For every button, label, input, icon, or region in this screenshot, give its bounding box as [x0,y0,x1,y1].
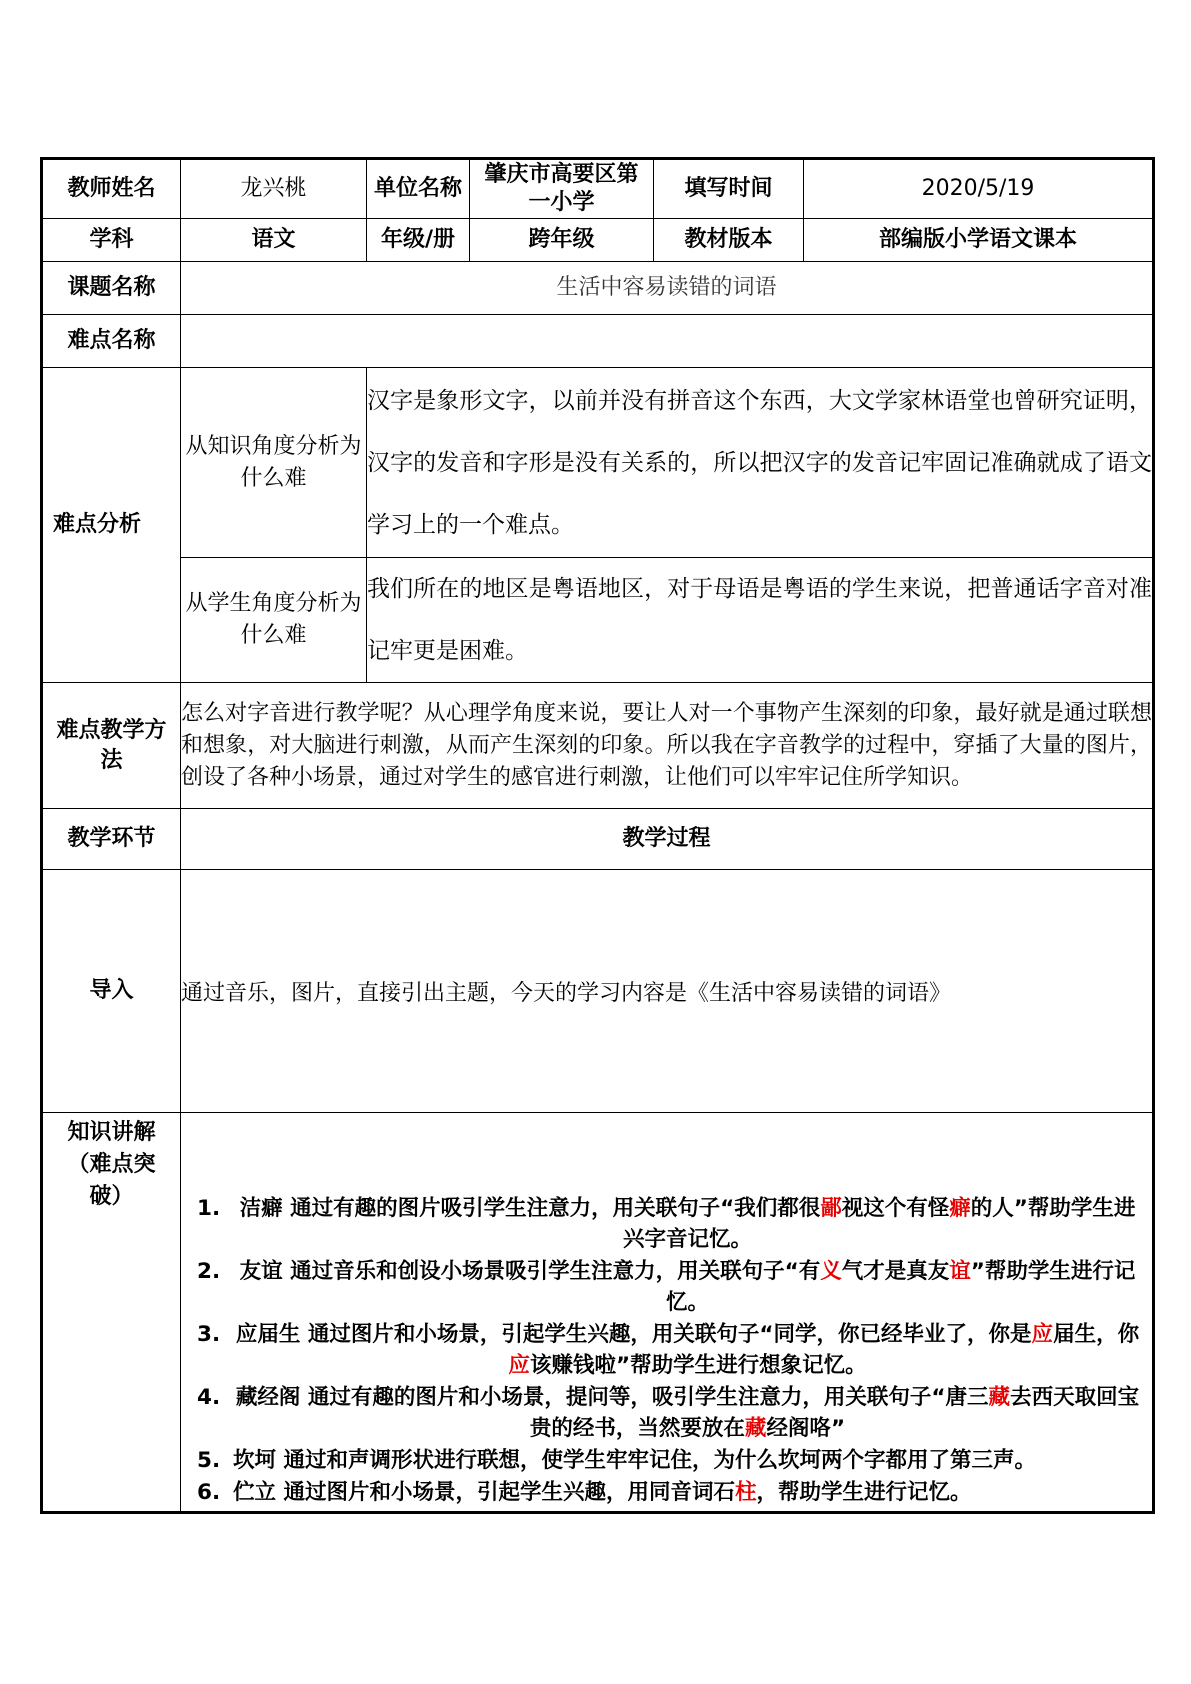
edition-value: 部编版小学语文课本 [804,219,1154,262]
item-text: 应届生 通过图片和小场景，引起学生兴趣，用关联句子“同学，你已经毕业了，你是应届生，你应该赚钱啦”帮助学生进行想象记忆。 [235,1322,1140,1378]
knowledge-angle-label: 从知识角度分析为什么难 [181,368,367,558]
item-number: 1. [197,1196,221,1221]
item-number: 2. [197,1259,221,1284]
row-process-header [42,809,1154,870]
subject-label: 学科 [42,219,181,262]
edition-label: 教材版本 [654,219,804,262]
list-item [191,1477,1142,1508]
highlight-char: 鄙 [820,1196,842,1221]
highlight-char: 柱 [735,1480,757,1505]
intro-label: 导入 [42,870,181,1113]
item-number: 6. [197,1480,221,1505]
method-label: 难点教学方法 [42,683,181,809]
list-item [191,1445,1142,1476]
highlight-char: 应 [1031,1322,1054,1347]
knowledge-content [181,1113,1154,1513]
highlight-char: 癖 [949,1196,971,1221]
row-subject [42,219,1154,262]
knowledge-angle-text: 汉字是象形文字，以前并没有拼音这个东西，大文学家林语堂也曾研究证明，汉字的发音和字形是没有关系的，所以把汉字的发音记牢固记准确就成了语文学习上的一个难点。 [367,368,1154,558]
teacher-label: 教师姓名 [42,159,181,219]
process-stage-label: 教学环节 [42,809,181,870]
unit-value: 肇庆市高要区第一小学 [470,159,654,219]
subject-value: 语文 [181,219,367,262]
item-text: 洁癖 通过有趣的图片吸引学生注意力，用关联句子“我们都很鄙视这个有怪癖的人”帮助学生进兴字音记忆。 [239,1196,1136,1252]
row-intro [42,870,1154,1113]
grade-value: 跨年级 [470,219,654,262]
list-item [191,1256,1142,1318]
item-text: 坎坷 通过和声调形状进行联想，使学生牢牢记住，为什么坎坷两个字都用了第三声。 [233,1448,1036,1473]
row-teacher [42,159,1154,219]
item-text: 藏经阁 通过有趣的图片和小场景，提问等，吸引学生注意力，用关联句子“唐三藏去西天取回宝贵的经书，当然要放在藏经阁咯” [235,1385,1140,1441]
topic-value: 生活中容易读错的词语 [181,262,1154,315]
row-topic [42,262,1154,315]
list-item [191,1193,1142,1255]
method-text: 怎么对字音进行教学呢？从心理学角度来说，要让人对一个事物产生深刻的印象，最好就是通过联想和想象，对大脑进行刺激，从而产生深刻的印象。所以我在字音教学的过程中，穿插了大量的图片，创设了各种小场景，通过对学生的感官进行刺激，让他们可以牢牢记住所学知识。 [181,683,1154,809]
item-text: 友谊 通过音乐和创设小场景吸引学生注意力，用关联句子“有义气才是真友谊”帮助学生进行记忆。 [239,1259,1136,1315]
row-knowledge [42,1113,1154,1513]
analysis-label: 难点分析 [42,368,181,683]
row-analysis-student [42,558,1154,683]
lesson-plan-table [40,157,1155,1514]
knowledge-list [181,1193,1152,1511]
knowledge-label: 知识讲解（难点突破） [42,1113,181,1513]
list-item [191,1319,1142,1381]
intro-text: 通过音乐，图片，直接引出主题，今天的学习内容是《生活中容易读错的词语》 [181,870,1154,1113]
row-difficulty-name [42,315,1154,368]
difficulty-name-label: 难点名称 [42,315,181,368]
item-number: 3. [197,1322,221,1347]
highlight-char: 应 [508,1353,530,1378]
topic-label: 课题名称 [42,262,181,315]
date-label: 填写时间 [654,159,804,219]
grade-label: 年级/册 [367,219,470,262]
item-number: 5. [197,1448,221,1473]
unit-label: 单位名称 [367,159,470,219]
highlight-char: 义 [820,1259,842,1284]
item-text: 伫立 通过图片和小场景，引起学生兴趣，用同音词石柱，帮助学生进行记忆。 [233,1480,972,1505]
row-analysis-knowledge [42,368,1154,558]
highlight-char: 藏 [744,1416,767,1441]
student-angle-label: 从学生角度分析为什么难 [181,558,367,683]
row-method [42,683,1154,809]
student-angle-text: 我们所在的地区是粤语地区，对于母语是粤语的学生来说，把普通话字音对准记牢更是困难。 [367,558,1154,683]
process-label: 教学过程 [181,809,1154,870]
difficulty-name-value [181,315,1154,368]
list-item [191,1382,1142,1444]
item-number: 4. [197,1385,221,1410]
highlight-char: 藏 [988,1385,1011,1410]
highlight-char: 谊 [949,1259,971,1284]
teacher-value: 龙兴桃 [181,159,367,219]
date-value: 2020/5/19 [804,159,1154,219]
